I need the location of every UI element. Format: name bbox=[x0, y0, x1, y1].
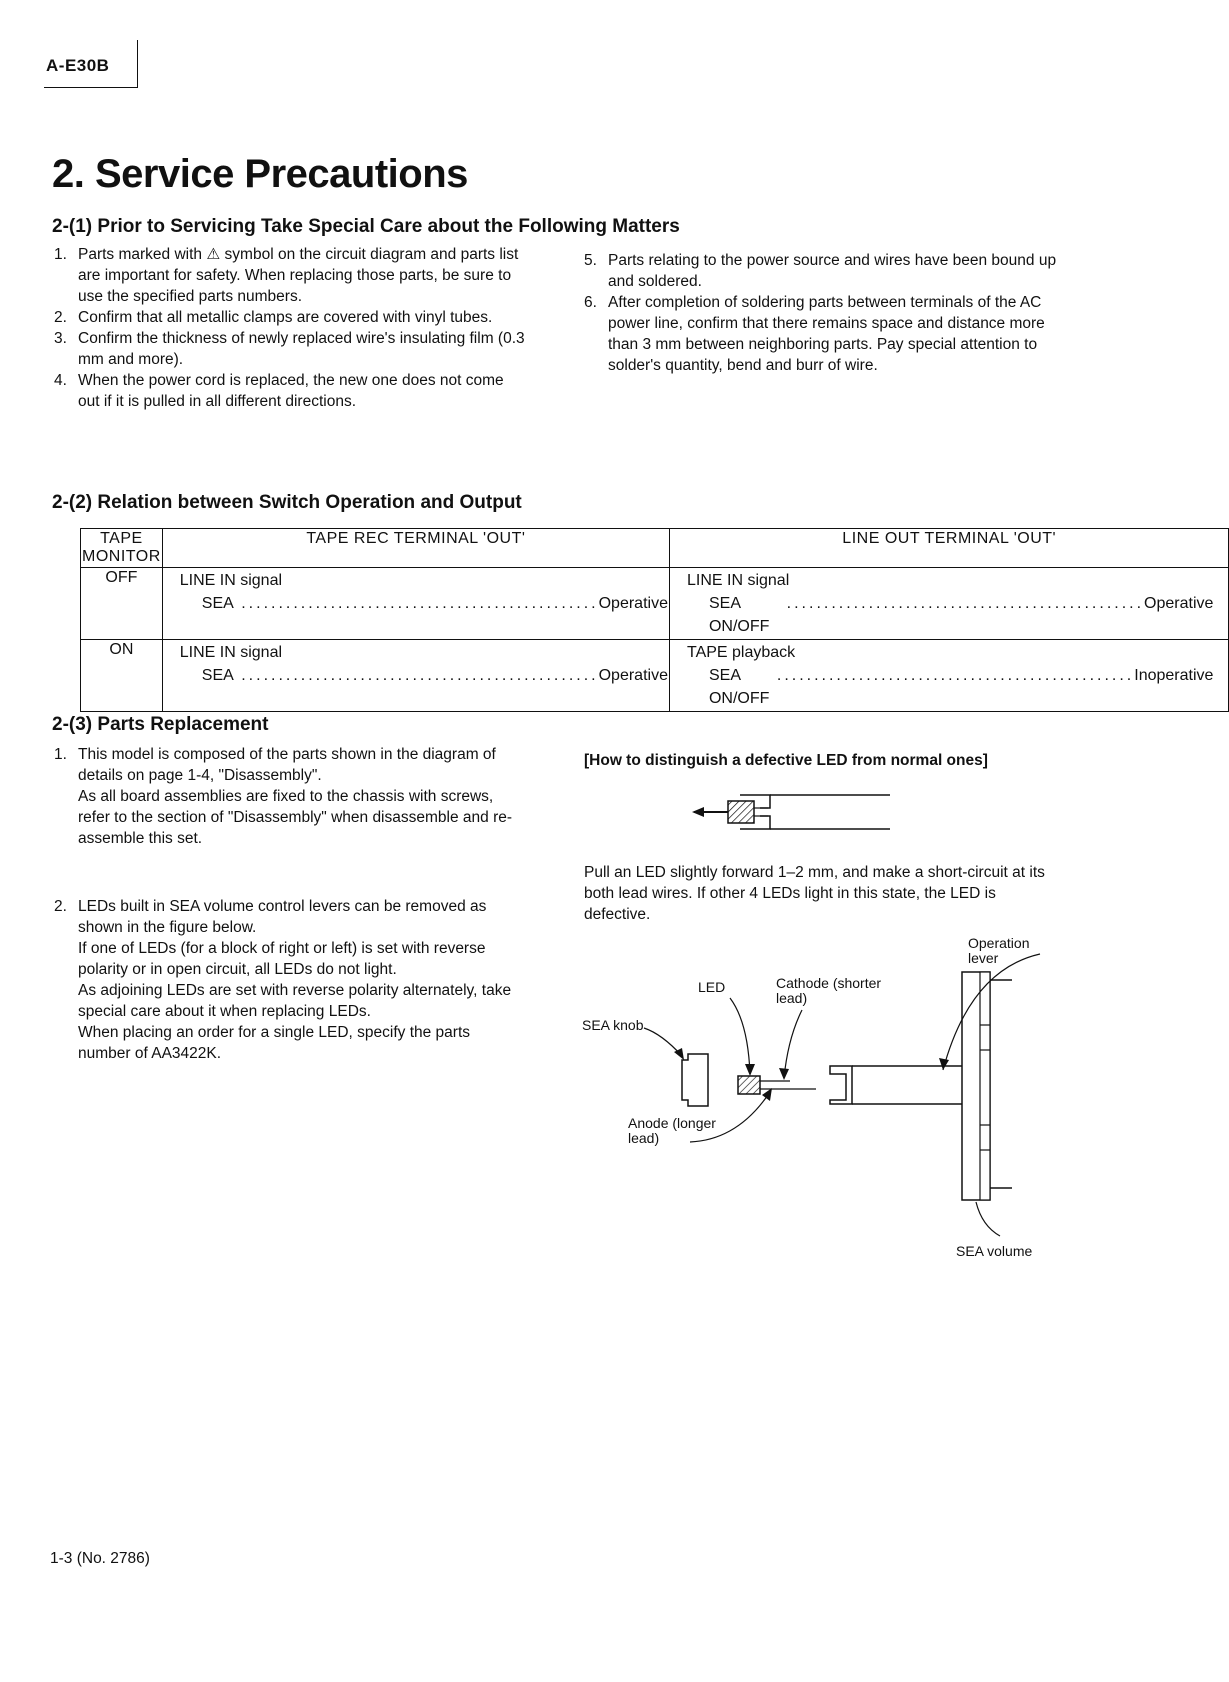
leader-dots: ................................................ bbox=[769, 667, 1135, 684]
arrow-head-icon bbox=[939, 1058, 949, 1070]
item-number: 1. bbox=[54, 746, 67, 763]
led-check-heading: [How to distinguish a defective LED from normal ones] bbox=[584, 752, 988, 769]
arrow-head-icon bbox=[762, 1088, 772, 1101]
monitor-cell: OFF bbox=[81, 568, 163, 640]
cell-line: LINE IN signal bbox=[179, 572, 283, 589]
lever-bracket bbox=[830, 1066, 852, 1104]
page-title: 2. Service Precautions bbox=[52, 152, 468, 196]
section1-heading: 2-(1) Prior to Servicing Take Special Care about the Following Matters bbox=[52, 216, 680, 237]
cell-line: TAPE playback bbox=[686, 644, 796, 661]
item2-paragraph: If one of LEDs (for a block of right or left) is set with reverse polarity or in open circuit, all LEDs do not light. bbox=[78, 940, 486, 978]
cell-value: Operative bbox=[1144, 595, 1214, 612]
list-item bbox=[54, 370, 526, 412]
item-number: 1. bbox=[54, 246, 67, 263]
column-header: TAPE MONITOR bbox=[81, 529, 163, 568]
model-number: A-E30B bbox=[46, 56, 110, 75]
rec-cell bbox=[162, 640, 669, 712]
rec-cell bbox=[162, 568, 669, 640]
list-item bbox=[54, 328, 526, 370]
list-item bbox=[54, 307, 526, 328]
section2-heading: 2-(2) Relation between Switch Operation and Output bbox=[52, 492, 522, 513]
cell-line: LINE IN signal bbox=[179, 644, 283, 661]
sea-knob-label: SEA knob bbox=[582, 1017, 644, 1033]
cell-value: Inoperative bbox=[1134, 667, 1214, 684]
operation-lever-label: Operation lever bbox=[968, 935, 1030, 966]
leader-dots: ................................................ bbox=[233, 667, 599, 684]
list-item bbox=[54, 244, 526, 307]
item-number: 2. bbox=[54, 309, 67, 326]
led-label: LED bbox=[698, 979, 726, 995]
switch-output-table bbox=[80, 528, 1229, 712]
cell-line bbox=[164, 664, 668, 687]
sea-volume-label: SEA volume bbox=[956, 1243, 1033, 1259]
led-shape bbox=[738, 1076, 760, 1094]
leader-dots: ................................................ bbox=[233, 595, 599, 612]
page-number: 1-3 (No. 2786) bbox=[50, 1550, 150, 1567]
cell-line bbox=[671, 592, 1227, 638]
anode-label: Anode (longer lead) bbox=[628, 1115, 716, 1146]
item-number: 6. bbox=[584, 294, 597, 311]
section3-item1 bbox=[54, 744, 526, 849]
leader-dots: ................................................ bbox=[779, 595, 1145, 612]
item1-paragraph: As all board assemblies are fixed to the chassis with screws, refer to the section of "Disassembly" when disassemble and re-assemble this set. bbox=[78, 788, 513, 847]
item-number: 5. bbox=[584, 252, 597, 269]
cell-value: Operative bbox=[598, 595, 668, 612]
list-item bbox=[584, 250, 1058, 292]
cell-value: Operative bbox=[598, 667, 668, 684]
section1-list-left bbox=[54, 244, 526, 412]
arrow-head-icon bbox=[692, 807, 704, 817]
sea-knob-shape bbox=[682, 1054, 708, 1106]
monitor-cell: ON bbox=[81, 640, 163, 712]
item-number: 2. bbox=[54, 898, 67, 915]
list-item bbox=[584, 292, 1058, 376]
cell-label: SEA bbox=[201, 667, 234, 684]
item-number: 4. bbox=[54, 372, 67, 389]
arrow-head-icon bbox=[745, 1064, 755, 1076]
item-text: Confirm the thickness of newly replaced wire's insulating film (0.3 mm and more). bbox=[78, 330, 525, 368]
header-rule-horizontal bbox=[44, 87, 138, 88]
item2-paragraph: LEDs built in SEA volume control levers can be removed as shown in the figure below. bbox=[78, 898, 487, 936]
cell-line bbox=[671, 664, 1227, 710]
cell-label: SEA ON/OFF bbox=[708, 595, 770, 635]
item1-paragraph: This model is composed of the parts shown in the diagram of details on page 1-4, "Disassembly". bbox=[78, 746, 496, 784]
out-cell bbox=[669, 640, 1228, 712]
item2-paragraph: When placing an order for a single LED, specify the parts number of AA3422K. bbox=[78, 1024, 471, 1062]
cell-line: LINE IN signal bbox=[686, 572, 790, 589]
item-text: Parts relating to the power source and wires have been bound up and soldered. bbox=[608, 252, 1057, 290]
item-text: Parts marked with ⚠ symbol on the circuit diagram and parts list are important for safety. When replacing those parts, be sure to use the specified parts numbers. bbox=[78, 246, 519, 305]
cell-label: SEA ON/OFF bbox=[708, 667, 770, 707]
column-header: TAPE REC TERMINAL 'OUT' bbox=[162, 529, 669, 568]
item-text: When the power cord is replaced, the new one does not come out if it is pulled in all different directions. bbox=[78, 372, 504, 410]
section3-heading: 2-(3) Parts Replacement bbox=[52, 714, 269, 735]
table-row bbox=[81, 640, 1229, 712]
led-pull-figure bbox=[690, 786, 900, 842]
out-cell bbox=[669, 568, 1228, 640]
header-rule-vertical bbox=[137, 40, 138, 88]
column-header: LINE OUT TERMINAL 'OUT' bbox=[669, 529, 1228, 568]
arrow-head-icon bbox=[779, 1068, 789, 1080]
item-text: Confirm that all metallic clamps are covered with vinyl tubes. bbox=[78, 309, 493, 326]
table-header-row bbox=[81, 529, 1229, 568]
led-body bbox=[728, 801, 754, 823]
table-row bbox=[81, 568, 1229, 640]
item-text: After completion of soldering parts between terminals of the AC power line, confirm that there remains space and distance more than 3 mm between neighboring parts. Pay special attention to solder's quantity, bend and burr of wire. bbox=[608, 294, 1045, 374]
item-number: 3. bbox=[54, 330, 67, 347]
item2-paragraph: As adjoining LEDs are set with reverse polarity alternately, take special care about it when replacing LEDs. bbox=[78, 982, 512, 1020]
cathode-label: Cathode (shorter lead) bbox=[776, 975, 882, 1006]
cell-line bbox=[164, 592, 668, 615]
led-check-paragraph: Pull an LED slightly forward 1–2 mm, and make a short-circuit at its both lead wires. If other 4 LEDs light in this state, the LED is defective. bbox=[584, 864, 1045, 923]
section1-list-right bbox=[584, 250, 1058, 376]
section3-item2 bbox=[54, 896, 526, 1064]
cell-label: SEA bbox=[201, 595, 234, 612]
